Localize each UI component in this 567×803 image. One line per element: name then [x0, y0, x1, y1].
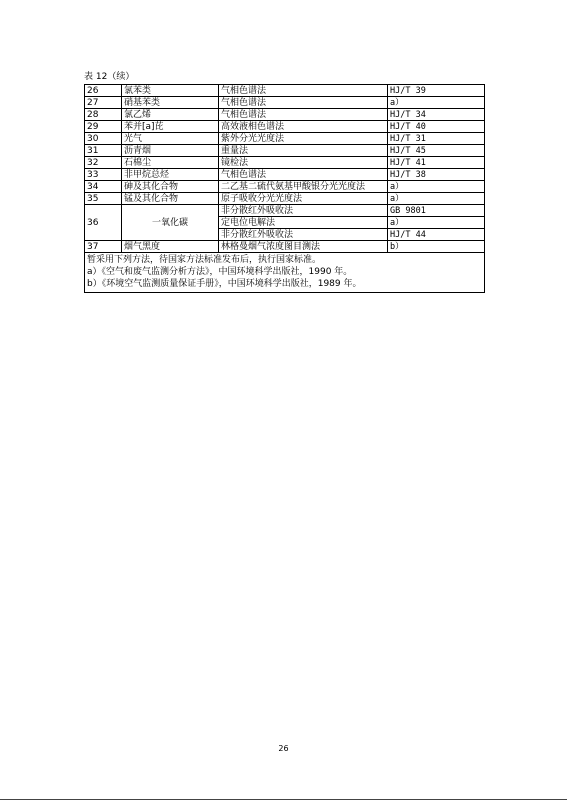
row-number: 34 — [85, 181, 122, 193]
notes-row — [85, 253, 485, 293]
method-standard: HJ/T 40 — [388, 121, 485, 133]
table-row — [85, 193, 485, 205]
pollutant-item: 一氧化碳 — [122, 205, 219, 241]
method-standard: HJ/T 39 — [388, 85, 485, 97]
pollutant-item: 沥青烟 — [122, 145, 219, 157]
method-standard: a） — [388, 97, 485, 109]
pollutant-item: 氯苯类 — [122, 85, 219, 97]
method-standard: b） — [388, 241, 485, 253]
analysis-method: 重量法 — [219, 145, 388, 157]
table-row — [85, 121, 485, 133]
method-standard: HJ/T 31 — [388, 133, 485, 145]
pollutant-item: 苯并[a]芘 — [122, 121, 219, 133]
row-number: 29 — [85, 121, 122, 133]
pollutant-item: 石棉尘 — [122, 157, 219, 169]
note-general: 暂采用下列方法，待国家方法标准发布后，执行国家标准。 — [87, 255, 322, 265]
row-number: 28 — [85, 109, 122, 121]
analysis-method: 紫外分光光度法 — [219, 133, 388, 145]
analysis-method: 气相色谱法 — [219, 97, 388, 109]
row-number: 32 — [85, 157, 122, 169]
method-standard: HJ/T 45 — [388, 145, 485, 157]
pollutant-item: 砷及其化合物 — [122, 181, 219, 193]
pollutant-item: 光气 — [122, 133, 219, 145]
table-row — [85, 133, 485, 145]
note-b-reference: b）《环境空气监测质量保证手册》，中国环境科学出版社，1989 年。 — [87, 279, 362, 289]
note-a-reference: a）《空气和废气监测分析方法》，中国环境科学出版社，1990 年。 — [87, 267, 353, 277]
analysis-method: 气相色谱法 — [219, 85, 388, 97]
pollutant-item: 烟气黑度 — [122, 241, 219, 253]
page-number: 26 — [278, 744, 289, 753]
method-standard: a） — [388, 193, 485, 205]
table-row — [85, 109, 485, 121]
table-row — [85, 145, 485, 157]
table-caption: 表 12（续） — [84, 72, 135, 82]
table-row — [85, 241, 485, 253]
analysis-method: 非分散红外吸收法 — [219, 205, 388, 217]
method-standard: a） — [388, 217, 485, 229]
analysis-method: 镜检法 — [219, 157, 388, 169]
method-standard: HJ/T 41 — [388, 157, 485, 169]
pollutant-item: 非甲烷总烃 — [122, 169, 219, 181]
method-standard: HJ/T 44 — [388, 229, 485, 241]
analysis-method: 高效液相色谱法 — [219, 121, 388, 133]
analysis-method: 定电位电解法 — [219, 217, 388, 229]
analysis-method: 气相色谱法 — [219, 169, 388, 181]
table-notes — [85, 253, 485, 293]
page-bottom-divider — [0, 799, 567, 800]
analysis-method: 气相色谱法 — [219, 109, 388, 121]
row-number: 31 — [85, 145, 122, 157]
method-standard: HJ/T 38 — [388, 169, 485, 181]
method-standard: GB 9801 — [388, 205, 485, 217]
table-row — [85, 97, 485, 109]
row-number: 30 — [85, 133, 122, 145]
method-standard: HJ/T 34 — [388, 109, 485, 121]
pollutant-item: 硝基苯类 — [122, 97, 219, 109]
table-row — [85, 169, 485, 181]
pollutant-item: 锰及其化合物 — [122, 193, 219, 205]
row-number: 36 — [85, 205, 122, 241]
row-number: 27 — [85, 97, 122, 109]
method-standard: a） — [388, 181, 485, 193]
row-number: 35 — [85, 193, 122, 205]
table-row — [85, 85, 485, 97]
table-row — [85, 205, 485, 217]
table-row — [85, 181, 485, 193]
analysis-method: 二乙基二硫代氨基甲酸银分光光度法 — [219, 181, 388, 193]
row-number: 37 — [85, 241, 122, 253]
analysis-method: 原子吸收分光光度法 — [219, 193, 388, 205]
row-number: 33 — [85, 169, 122, 181]
analysis-method: 林格曼烟气浓度图目测法 — [219, 241, 388, 253]
table-row — [85, 157, 485, 169]
row-number: 26 — [85, 85, 122, 97]
monitoring-methods-table — [84, 84, 485, 293]
analysis-method: 非分散红外吸收法 — [219, 229, 388, 241]
pollutant-item: 氯乙烯 — [122, 109, 219, 121]
